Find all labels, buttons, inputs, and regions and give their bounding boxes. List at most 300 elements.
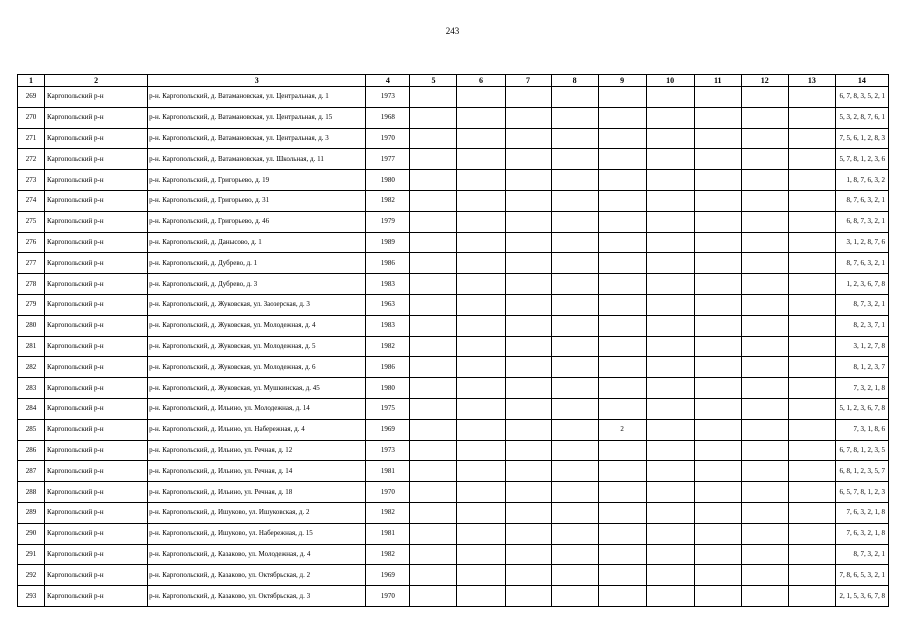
- row-number: 280: [18, 315, 45, 336]
- empty-cell: [741, 294, 788, 315]
- row-number: 291: [18, 544, 45, 565]
- district-cell: Каргопольский р-н: [45, 128, 148, 149]
- address-cell: р-н. Каргопольский, д. Ватамановская, ул. Центральная, д. 15: [148, 107, 366, 128]
- empty-cell: [646, 586, 694, 607]
- district-cell: Каргопольский р-н: [45, 398, 148, 419]
- year-cell: 1969: [366, 419, 410, 440]
- district-cell: Каргопольский р-н: [45, 565, 148, 586]
- empty-cell: [505, 565, 551, 586]
- district-cell: Каргопольский р-н: [45, 378, 148, 399]
- empty-cell: [551, 378, 598, 399]
- district-cell: Каргопольский р-н: [45, 315, 148, 336]
- codes-cell: 8, 7, 6, 3, 2, 1: [835, 253, 888, 274]
- empty-cell: [410, 315, 457, 336]
- empty-cell: [646, 149, 694, 170]
- empty-cell: [741, 211, 788, 232]
- table-row: [18, 294, 889, 315]
- empty-cell: [551, 211, 598, 232]
- row-number: 290: [18, 523, 45, 544]
- table-row: [18, 544, 889, 565]
- empty-cell: [457, 419, 505, 440]
- codes-cell: 7, 8, 6, 5, 3, 2, 1: [835, 565, 888, 586]
- empty-cell: [788, 190, 835, 211]
- table-row: [18, 315, 889, 336]
- address-cell: р-н. Каргопольский, д. Дубрево, д. 3: [148, 274, 366, 295]
- empty-cell: [694, 544, 741, 565]
- empty-cell: [505, 294, 551, 315]
- empty-cell: [788, 170, 835, 191]
- empty-cell: [410, 190, 457, 211]
- empty-cell: [788, 482, 835, 503]
- year-cell: 1970: [366, 586, 410, 607]
- codes-cell: 7, 6, 3, 2, 1, 8: [835, 502, 888, 523]
- table-row: [18, 232, 889, 253]
- year-cell: 1989: [366, 232, 410, 253]
- column-header-14: 14: [835, 75, 888, 87]
- empty-cell: [410, 107, 457, 128]
- col9-cell: [598, 232, 646, 253]
- empty-cell: [694, 482, 741, 503]
- year-cell: 1980: [366, 378, 410, 399]
- row-number: 274: [18, 190, 45, 211]
- codes-cell: 8, 7, 3, 2, 1: [835, 294, 888, 315]
- table-row: [18, 170, 889, 191]
- codes-cell: 8, 1, 2, 3, 7: [835, 357, 888, 378]
- empty-cell: [457, 586, 505, 607]
- col9-cell: [598, 107, 646, 128]
- district-cell: Каргопольский р-н: [45, 294, 148, 315]
- year-cell: 1968: [366, 107, 410, 128]
- year-cell: 1973: [366, 87, 410, 108]
- district-cell: Каргопольский р-н: [45, 211, 148, 232]
- empty-cell: [741, 170, 788, 191]
- table-row: [18, 482, 889, 503]
- empty-cell: [788, 253, 835, 274]
- empty-cell: [646, 170, 694, 191]
- empty-cell: [646, 482, 694, 503]
- row-number: 275: [18, 211, 45, 232]
- empty-cell: [741, 357, 788, 378]
- empty-cell: [646, 440, 694, 461]
- codes-cell: 5, 3, 2, 8, 7, 6, 1: [835, 107, 888, 128]
- empty-cell: [646, 190, 694, 211]
- col9-cell: [598, 461, 646, 482]
- year-cell: 1981: [366, 461, 410, 482]
- empty-cell: [457, 398, 505, 419]
- codes-cell: 7, 5, 6, 1, 2, 8, 3: [835, 128, 888, 149]
- col9-cell: [598, 315, 646, 336]
- empty-cell: [694, 502, 741, 523]
- empty-cell: [788, 87, 835, 108]
- empty-cell: [788, 523, 835, 544]
- year-cell: 1973: [366, 440, 410, 461]
- col9-cell: [598, 523, 646, 544]
- table-row: [18, 502, 889, 523]
- empty-cell: [457, 336, 505, 357]
- row-number: 288: [18, 482, 45, 503]
- empty-cell: [788, 586, 835, 607]
- address-cell: р-н. Каргопольский, д. Ишуково, ул. Ишуковская, д. 2: [148, 502, 366, 523]
- empty-cell: [457, 149, 505, 170]
- codes-cell: 6, 5, 7, 8, 1, 2, 3: [835, 482, 888, 503]
- empty-cell: [410, 586, 457, 607]
- empty-cell: [788, 502, 835, 523]
- address-cell: р-н. Каргопольский, д. Жуковская, ул. Мушкинская, д. 45: [148, 378, 366, 399]
- empty-cell: [788, 378, 835, 399]
- address-cell: р-н. Каргопольский, д. Ватамановская, ул. Центральная, д. 1: [148, 87, 366, 108]
- empty-cell: [646, 565, 694, 586]
- empty-cell: [551, 107, 598, 128]
- data-table: [17, 74, 889, 607]
- codes-cell: 8, 7, 6, 3, 2, 1: [835, 190, 888, 211]
- row-number: 282: [18, 357, 45, 378]
- empty-cell: [646, 544, 694, 565]
- empty-cell: [788, 440, 835, 461]
- address-cell: р-н. Каргопольский, д. Ишуково, ул. Набережная, д. 15: [148, 523, 366, 544]
- empty-cell: [788, 544, 835, 565]
- table-row: [18, 398, 889, 419]
- row-number: 273: [18, 170, 45, 191]
- empty-cell: [551, 357, 598, 378]
- empty-cell: [788, 149, 835, 170]
- address-cell: р-н. Каргопольский, д. Данысово, д. 1: [148, 232, 366, 253]
- empty-cell: [457, 482, 505, 503]
- codes-cell: 6, 7, 8, 1, 2, 3, 5: [835, 440, 888, 461]
- empty-cell: [505, 461, 551, 482]
- district-cell: Каргопольский р-н: [45, 357, 148, 378]
- empty-cell: [646, 128, 694, 149]
- empty-cell: [410, 274, 457, 295]
- empty-cell: [410, 149, 457, 170]
- table-body: [18, 87, 889, 607]
- table-row: [18, 565, 889, 586]
- district-cell: Каргопольский р-н: [45, 170, 148, 191]
- table-row: [18, 357, 889, 378]
- empty-cell: [741, 398, 788, 419]
- table-row: [18, 149, 889, 170]
- district-cell: Каргопольский р-н: [45, 274, 148, 295]
- row-number: 270: [18, 107, 45, 128]
- col9-cell: [598, 544, 646, 565]
- empty-cell: [646, 294, 694, 315]
- year-cell: 1975: [366, 398, 410, 419]
- codes-cell: 3, 1, 2, 7, 8: [835, 336, 888, 357]
- empty-cell: [788, 315, 835, 336]
- empty-cell: [457, 107, 505, 128]
- page-number: 243: [445, 26, 460, 36]
- empty-cell: [694, 586, 741, 607]
- empty-cell: [788, 565, 835, 586]
- codes-cell: 1, 2, 3, 6, 7, 8: [835, 274, 888, 295]
- empty-cell: [551, 586, 598, 607]
- table-row: [18, 586, 889, 607]
- empty-cell: [457, 315, 505, 336]
- empty-cell: [694, 149, 741, 170]
- column-header-8: 8: [551, 75, 598, 87]
- year-cell: 1980: [366, 170, 410, 191]
- district-cell: Каргопольский р-н: [45, 523, 148, 544]
- district-cell: Каргопольский р-н: [45, 419, 148, 440]
- empty-cell: [505, 357, 551, 378]
- address-cell: р-н. Каргопольский, д. Жуковская, ул. Молодежная, д. 4: [148, 315, 366, 336]
- empty-cell: [551, 315, 598, 336]
- address-cell: р-н. Каргопольский, д. Ильино, ул. Молодежная, д. 14: [148, 398, 366, 419]
- column-header-1: 1: [18, 75, 45, 87]
- empty-cell: [410, 170, 457, 191]
- empty-cell: [741, 232, 788, 253]
- year-cell: 1983: [366, 274, 410, 295]
- column-header-9: 9: [598, 75, 646, 87]
- address-cell: р-н. Каргопольский, д. Жуковская, ул. Молодежная, д. 6: [148, 357, 366, 378]
- table-row: [18, 440, 889, 461]
- row-number: 289: [18, 502, 45, 523]
- address-cell: р-н. Каргопольский, д. Жуковская, ул. Молодежная, д. 5: [148, 336, 366, 357]
- empty-cell: [457, 211, 505, 232]
- table-row: [18, 523, 889, 544]
- column-header-6: 6: [457, 75, 505, 87]
- empty-cell: [741, 565, 788, 586]
- district-cell: Каргопольский р-н: [45, 544, 148, 565]
- empty-cell: [788, 128, 835, 149]
- row-number: 281: [18, 336, 45, 357]
- year-cell: 1986: [366, 253, 410, 274]
- empty-cell: [410, 419, 457, 440]
- empty-cell: [410, 502, 457, 523]
- empty-cell: [551, 190, 598, 211]
- empty-cell: [410, 336, 457, 357]
- empty-cell: [457, 440, 505, 461]
- empty-cell: [551, 419, 598, 440]
- district-cell: Каргопольский р-н: [45, 253, 148, 274]
- district-cell: Каргопольский р-н: [45, 586, 148, 607]
- district-cell: Каргопольский р-н: [45, 107, 148, 128]
- empty-cell: [694, 440, 741, 461]
- empty-cell: [410, 544, 457, 565]
- address-cell: р-н. Каргопольский, д. Ильино, ул. Речная, д. 14: [148, 461, 366, 482]
- empty-cell: [505, 149, 551, 170]
- empty-cell: [505, 523, 551, 544]
- empty-cell: [505, 440, 551, 461]
- address-cell: р-н. Каргопольский, д. Жуковская, ул. Заозерская, д. 3: [148, 294, 366, 315]
- empty-cell: [694, 565, 741, 586]
- empty-cell: [741, 149, 788, 170]
- address-cell: р-н. Каргопольский, д. Григорьево, д. 19: [148, 170, 366, 191]
- empty-cell: [694, 461, 741, 482]
- header-row: [18, 75, 889, 87]
- codes-cell: 2, 1, 5, 3, 6, 7, 8: [835, 586, 888, 607]
- codes-cell: 7, 3, 2, 1, 8: [835, 378, 888, 399]
- empty-cell: [741, 87, 788, 108]
- empty-cell: [646, 87, 694, 108]
- empty-cell: [505, 211, 551, 232]
- codes-cell: 3, 1, 2, 8, 7, 6: [835, 232, 888, 253]
- empty-cell: [551, 482, 598, 503]
- codes-cell: 8, 7, 3, 2, 1: [835, 544, 888, 565]
- address-cell: р-н. Каргопольский, д. Казаково, ул. Октябрьская, д. 3: [148, 586, 366, 607]
- empty-cell: [551, 232, 598, 253]
- empty-cell: [457, 274, 505, 295]
- row-number: 279: [18, 294, 45, 315]
- district-cell: Каргопольский р-н: [45, 502, 148, 523]
- empty-cell: [788, 419, 835, 440]
- empty-cell: [457, 502, 505, 523]
- empty-cell: [646, 523, 694, 544]
- empty-cell: [551, 336, 598, 357]
- col9-cell: [598, 357, 646, 378]
- codes-cell: 6, 8, 7, 3, 2, 1: [835, 211, 888, 232]
- empty-cell: [694, 211, 741, 232]
- empty-cell: [694, 523, 741, 544]
- empty-cell: [410, 294, 457, 315]
- col9-cell: [598, 336, 646, 357]
- empty-cell: [741, 523, 788, 544]
- address-cell: р-н. Каргопольский, д. Григорьево, д. 31: [148, 190, 366, 211]
- empty-cell: [694, 294, 741, 315]
- empty-cell: [741, 440, 788, 461]
- table-row: [18, 190, 889, 211]
- empty-cell: [646, 315, 694, 336]
- row-number: 276: [18, 232, 45, 253]
- empty-cell: [457, 87, 505, 108]
- empty-cell: [505, 544, 551, 565]
- year-cell: 1982: [366, 336, 410, 357]
- address-cell: р-н. Каргопольский, д. Ильино, ул. Речная, д. 18: [148, 482, 366, 503]
- empty-cell: [694, 232, 741, 253]
- empty-cell: [457, 357, 505, 378]
- codes-cell: 1, 8, 7, 6, 3, 2: [835, 170, 888, 191]
- column-header-2: 2: [45, 75, 148, 87]
- empty-cell: [505, 315, 551, 336]
- empty-cell: [788, 232, 835, 253]
- empty-cell: [551, 87, 598, 108]
- empty-cell: [694, 336, 741, 357]
- year-cell: 1979: [366, 211, 410, 232]
- empty-cell: [551, 253, 598, 274]
- empty-cell: [457, 190, 505, 211]
- empty-cell: [410, 482, 457, 503]
- empty-cell: [505, 87, 551, 108]
- year-cell: 1969: [366, 565, 410, 586]
- column-header-10: 10: [646, 75, 694, 87]
- empty-cell: [741, 274, 788, 295]
- empty-cell: [551, 461, 598, 482]
- year-cell: 1986: [366, 357, 410, 378]
- empty-cell: [788, 398, 835, 419]
- empty-cell: [457, 565, 505, 586]
- codes-cell: 6, 7, 8, 3, 5, 2, 1: [835, 87, 888, 108]
- empty-cell: [457, 232, 505, 253]
- empty-cell: [410, 253, 457, 274]
- empty-cell: [505, 586, 551, 607]
- row-number: 269: [18, 87, 45, 108]
- empty-cell: [741, 502, 788, 523]
- address-cell: р-н. Каргопольский, д. Казаково, ул. Октябрьская, д. 2: [148, 565, 366, 586]
- address-cell: р-н. Каргопольский, д. Ватамановская, ул. Центральная, д. 3: [148, 128, 366, 149]
- empty-cell: [788, 107, 835, 128]
- year-cell: 1982: [366, 502, 410, 523]
- row-number: 277: [18, 253, 45, 274]
- empty-cell: [694, 315, 741, 336]
- empty-cell: [551, 398, 598, 419]
- empty-cell: [646, 232, 694, 253]
- empty-cell: [694, 170, 741, 191]
- row-number: 272: [18, 149, 45, 170]
- district-cell: Каргопольский р-н: [45, 336, 148, 357]
- empty-cell: [646, 502, 694, 523]
- empty-cell: [788, 461, 835, 482]
- col9-cell: [598, 190, 646, 211]
- codes-cell: 7, 6, 3, 2, 1, 8: [835, 523, 888, 544]
- col9-cell: [598, 378, 646, 399]
- empty-cell: [505, 170, 551, 191]
- empty-cell: [410, 357, 457, 378]
- col9-cell: [598, 170, 646, 191]
- empty-cell: [694, 274, 741, 295]
- column-header-5: 5: [410, 75, 457, 87]
- col9-cell: [598, 565, 646, 586]
- empty-cell: [505, 232, 551, 253]
- codes-cell: 8, 2, 3, 7, 1: [835, 315, 888, 336]
- district-cell: Каргопольский р-н: [45, 87, 148, 108]
- column-header-3: 3: [148, 75, 366, 87]
- empty-cell: [505, 190, 551, 211]
- address-cell: р-н. Каргопольский, д. Ильино, ул. Набережная, д. 4: [148, 419, 366, 440]
- empty-cell: [457, 170, 505, 191]
- empty-cell: [551, 523, 598, 544]
- empty-cell: [551, 274, 598, 295]
- year-cell: 1982: [366, 190, 410, 211]
- table-row: [18, 378, 889, 399]
- empty-cell: [505, 482, 551, 503]
- empty-cell: [788, 336, 835, 357]
- empty-cell: [694, 378, 741, 399]
- district-cell: Каргопольский р-н: [45, 232, 148, 253]
- empty-cell: [646, 107, 694, 128]
- empty-cell: [505, 253, 551, 274]
- empty-cell: [694, 128, 741, 149]
- district-cell: Каргопольский р-н: [45, 482, 148, 503]
- empty-cell: [410, 565, 457, 586]
- empty-cell: [741, 107, 788, 128]
- empty-cell: [741, 128, 788, 149]
- empty-cell: [551, 170, 598, 191]
- address-cell: р-н. Каргопольский, д. Дубрево, д. 1: [148, 253, 366, 274]
- empty-cell: [410, 440, 457, 461]
- table-row: [18, 461, 889, 482]
- codes-cell: 6, 8, 1, 2, 3, 5, 7: [835, 461, 888, 482]
- district-cell: Каргопольский р-н: [45, 461, 148, 482]
- table-row: [18, 336, 889, 357]
- empty-cell: [505, 502, 551, 523]
- district-cell: Каргопольский р-н: [45, 440, 148, 461]
- empty-cell: [551, 502, 598, 523]
- empty-cell: [505, 107, 551, 128]
- col9-cell: [598, 274, 646, 295]
- empty-cell: [788, 294, 835, 315]
- empty-cell: [505, 398, 551, 419]
- empty-cell: [694, 190, 741, 211]
- empty-cell: [741, 586, 788, 607]
- empty-cell: [410, 232, 457, 253]
- empty-cell: [457, 523, 505, 544]
- address-cell: р-н. Каргопольский, д. Григорьево, д. 46: [148, 211, 366, 232]
- row-number: 278: [18, 274, 45, 295]
- empty-cell: [741, 378, 788, 399]
- col9-cell: [598, 502, 646, 523]
- col9-cell: 2: [598, 419, 646, 440]
- column-header-11: 11: [694, 75, 741, 87]
- row-number: 283: [18, 378, 45, 399]
